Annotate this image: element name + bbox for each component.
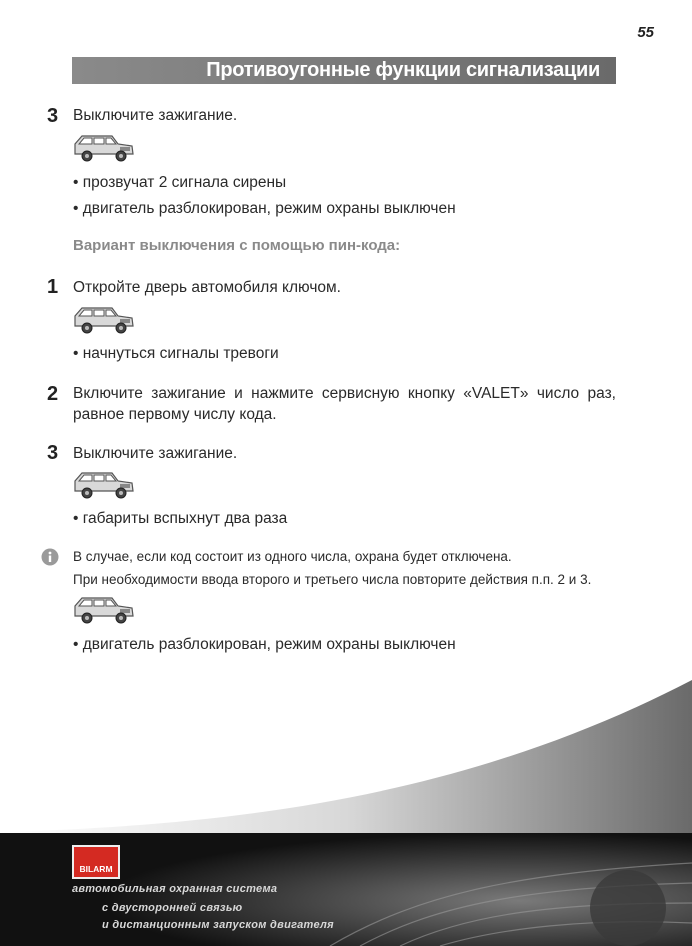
step-number: 3 bbox=[47, 105, 59, 127]
step-text: Выключите зажигание. bbox=[73, 107, 238, 124]
bullet-item: • двигатель разблокирован, режим охраны выключен bbox=[73, 200, 456, 217]
section-title: Противоугонные функции сигнализации bbox=[206, 59, 600, 81]
note-text: В случае, если код состоит из одного числа, охрана будет отключена. bbox=[73, 549, 512, 564]
car-icon bbox=[72, 469, 136, 501]
step-text: Откройте дверь автомобиля ключом. bbox=[73, 279, 341, 296]
step-number: 3 bbox=[47, 442, 59, 464]
section-title-bar bbox=[72, 57, 616, 84]
decorative-swoosh bbox=[0, 640, 692, 840]
car-icon bbox=[72, 594, 136, 626]
bullet-item: • прозвучат 2 сигнала сирены bbox=[73, 174, 287, 191]
info-icon bbox=[41, 548, 59, 566]
step-text: Включите зажигание и нажмите сервисную кнопку «VALET» число раз, равное первому числу кода. bbox=[73, 385, 616, 423]
bilarm-logo bbox=[72, 845, 120, 879]
logo-text: BILARM bbox=[79, 864, 113, 874]
note-text: При необходимости ввода второго и третьего числа повторите действия п.п. 2 и 3. bbox=[73, 572, 592, 587]
footer-tagline: и дистанционным запуском двигателя bbox=[102, 919, 334, 931]
footer-tagline: с двусторонней связью bbox=[102, 902, 243, 914]
subheading: Вариант выключения с помощью пин-кода: bbox=[73, 237, 401, 254]
bullet-item: • двигатель разблокирован, режим охраны выключен bbox=[73, 636, 456, 653]
page-number: 55 bbox=[637, 24, 654, 41]
car-icon bbox=[72, 304, 136, 336]
bullet-item: • начнуться сигналы тревоги bbox=[73, 345, 279, 362]
step-number: 2 bbox=[47, 383, 59, 405]
car-icon bbox=[72, 132, 136, 164]
footer-tagline: автомобильная охранная система bbox=[72, 883, 278, 895]
step-number: 1 bbox=[47, 276, 59, 298]
step-text: Выключите зажигание. bbox=[73, 445, 238, 462]
bullet-item: • габариты вспыхнут два раза bbox=[73, 510, 288, 527]
